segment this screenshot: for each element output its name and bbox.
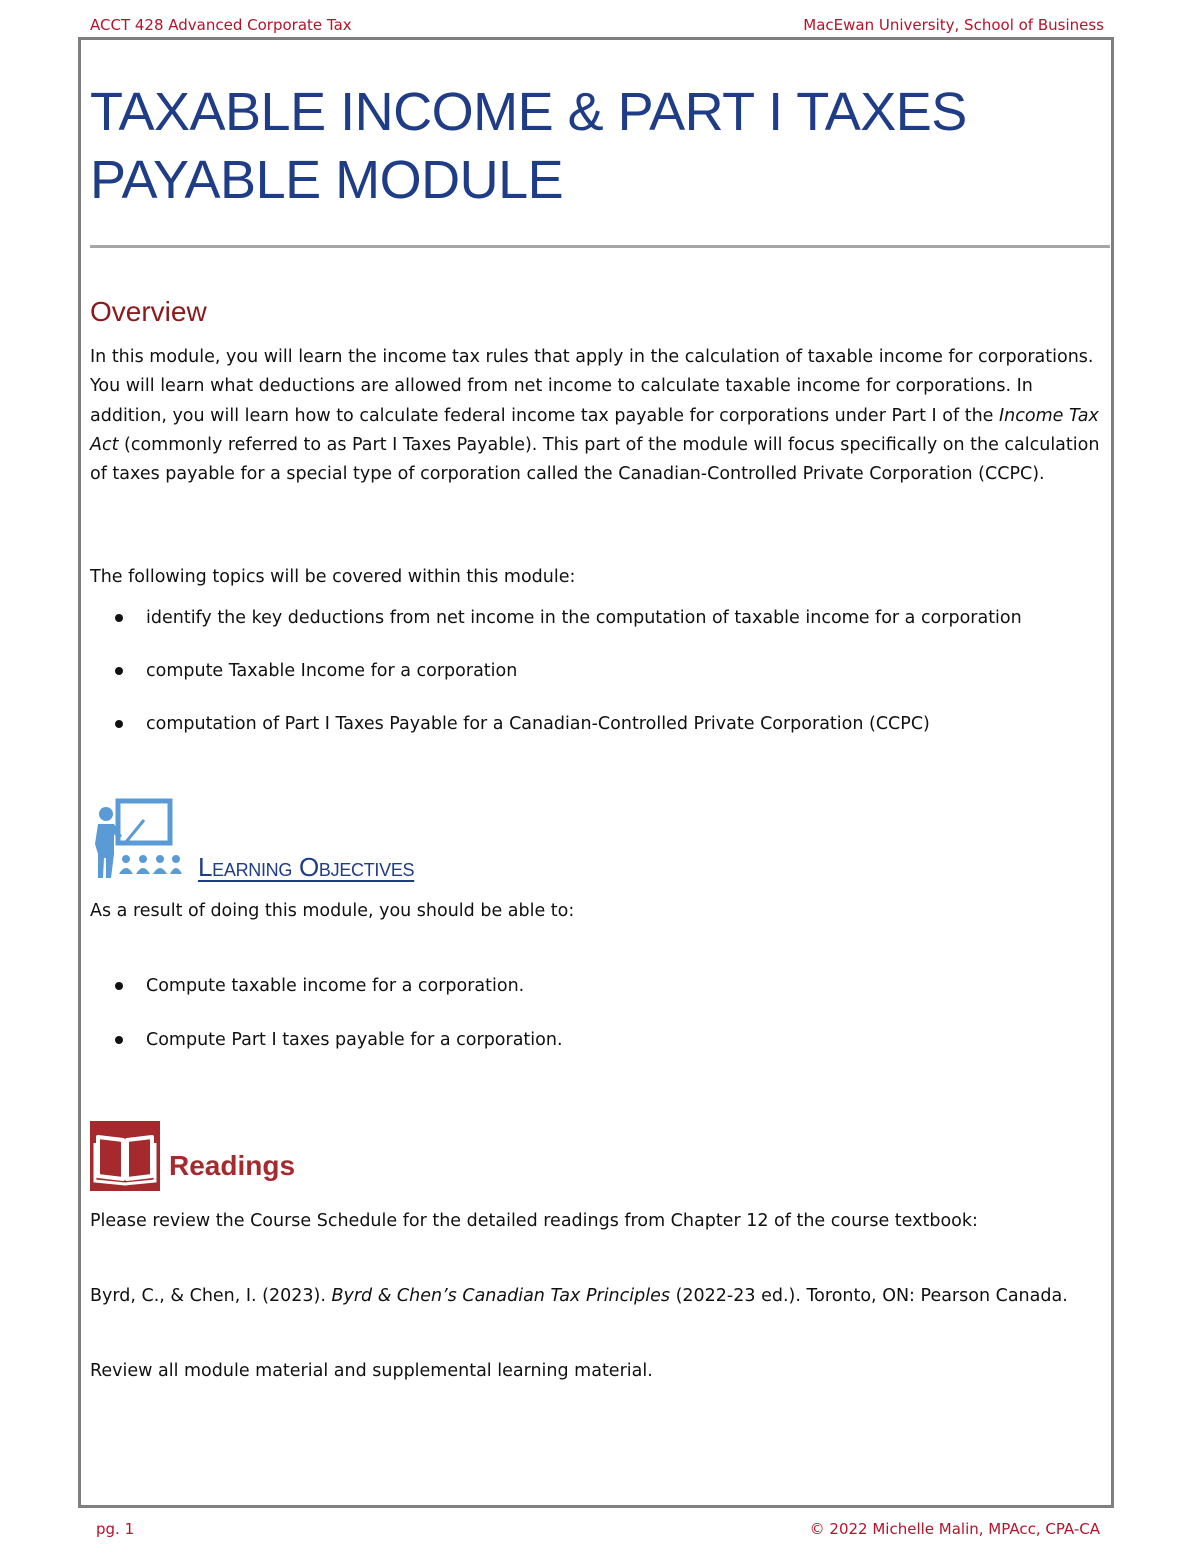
objective-text: Compute Part I taxes payable for a corporation.	[146, 1030, 563, 1050]
bullet-icon	[115, 1036, 123, 1044]
title-divider	[90, 245, 1110, 248]
topics-intro: The following topics will be covered within this module:	[90, 567, 576, 587]
citation-authors: Byrd, C., & Chen, I. (2023).	[90, 1286, 332, 1306]
list-item	[90, 1026, 1100, 1054]
list-item	[90, 657, 1100, 685]
header-institution: MacEwan University, School of Business	[803, 16, 1104, 34]
list-item	[90, 710, 1100, 738]
citation-book-title: Byrd & Chen’s Canadian Tax Principles	[331, 1286, 670, 1306]
teacher-presentation-icon	[92, 796, 182, 878]
page-number: pg. 1	[96, 1520, 135, 1538]
title-line-1: TAXABLE INCOME & PART I TAXES	[90, 82, 967, 142]
citation-publisher: (2022-23 ed.). Toronto, ON: Pearson Canada.	[670, 1286, 1068, 1306]
overview-text-after: (commonly referred to as Part I Taxes Payable). This part of the module will focus specifically on the calculation of taxes payable for a special type of corporation called the Canadian-Controlled Private Corporation (CCPC).	[90, 434, 1100, 485]
overview-paragraph	[90, 343, 1110, 489]
topic-text: compute Taxable Income for a corporation	[146, 661, 518, 681]
overview-heading: Overview	[90, 296, 207, 327]
overview-act-name: Income Tax Act	[90, 405, 1099, 455]
topic-text: computation of Part I Taxes Payable for a Canadian-Controlled Private Corporation (CCPC)	[146, 714, 930, 734]
objectives-list	[90, 972, 1100, 1080]
bullet-icon	[115, 982, 123, 990]
readings-review-note: Review all module material and supplemental learning material.	[90, 1361, 653, 1381]
textbook-citation	[90, 1282, 1110, 1311]
readings-heading: Readings	[169, 1150, 296, 1181]
copyright-notice: © 2022 Michelle Malin, MPAcc, CPA-CA	[809, 1520, 1100, 1538]
title-line-2: PAYABLE MODULE	[90, 150, 564, 210]
bullet-icon	[115, 614, 123, 622]
objectives-intro: As a result of doing this module, you should be able to:	[90, 901, 575, 921]
topic-text: identify the key deductions from net income in the computation of taxable income for a corporation	[146, 608, 1022, 628]
objective-text: Compute taxable income for a corporation.	[146, 976, 525, 996]
bullet-icon	[115, 667, 123, 675]
readings-intro: Please review the Course Schedule for the detailed readings from Chapter 12 of the course textbook:	[90, 1211, 978, 1231]
learning-objectives-heading: Learning Objectives	[198, 852, 415, 882]
header-course: ACCT 428 Advanced Corporate Tax	[90, 16, 352, 34]
book-icon	[90, 1121, 160, 1191]
list-item	[90, 604, 1100, 632]
overview-text-before: In this module, you will learn the income tax rules that apply in the calculation of taxable income for corporations. You will learn what deductions are allowed from net income to calculate taxable income for corporations. In addition, you will learn how to calculate federal income tax payable for corporations under Part I of the	[90, 347, 1094, 426]
page-title	[90, 78, 1100, 214]
bullet-icon	[115, 720, 123, 728]
topics-list	[90, 604, 1100, 763]
list-item	[90, 972, 1100, 1000]
